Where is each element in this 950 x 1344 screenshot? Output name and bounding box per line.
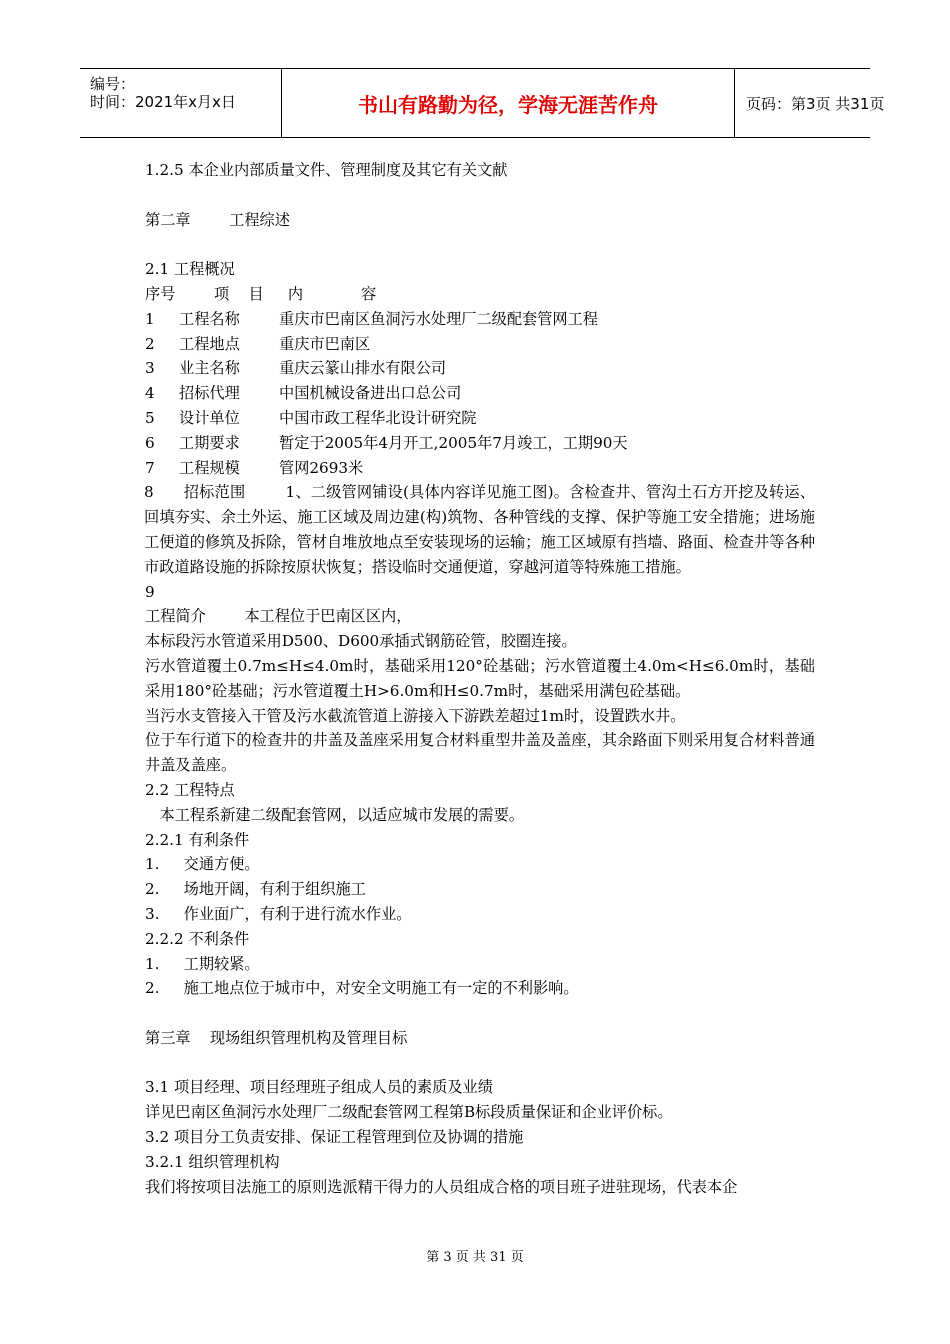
table-row [145,356,815,381]
row-8: 8 招标范围 1、二级管网铺设(具体内容详见施工图)。含检查井、管沟土石方开挖及转运、回填夯实、余土外运、施工区域及周边建(构)筑物、各种管线的支撑、保护等施工安全措施；进场施工便道的修筑及拆除，管材自堆放地点至安装现场的运输；施工区域原有挡墙、路面、检查井等各种市政道路设施的拆除按原状恢复；搭设临时交通便道，穿越河道等特殊施工措施。 [144,483,815,576]
advantage-2: 2. 场地开阔，有利于组织施工 [145,880,366,899]
row-content: 重庆云篆山排水有限公司 [279,359,447,378]
document-body [145,158,815,1199]
row-number: 7 [145,458,155,477]
section-2-2-1: 2.2.1 有利条件 [145,830,250,849]
table-row [145,406,815,431]
table-row [145,381,815,406]
row-9-number: 9 [145,582,155,601]
overview-rows [145,307,815,481]
para-drop-well: 当污水支管接入干管及污水截流管道上游接入下游跌差超过1m时，设置跌水井。 [145,706,686,725]
table-header: 序号 项 目 内 容 [145,284,377,303]
row-item: 业主名称 [179,359,240,378]
row-content: 中国市政工程华北设计研究院 [279,408,477,427]
para-pipe: 本标段污水管道采用D500、D600承插式钢筋砼管，胶圈连接。 [145,632,577,651]
header-meta [80,69,281,137]
header-time: 时间：2021年x月x日 [90,93,236,111]
row-number: 2 [145,334,155,353]
row-content: 重庆市巴南区 [279,334,371,353]
section-3-2: 3.2 项目分工负责安排、保证工程管理到位及协调的措施 [145,1128,524,1147]
para-feature: 本工程系新建二级配套管网，以适应城市发展的需要。 [145,805,524,824]
chapter-3-title: 第三章 现场组织管理机构及管理目标 [145,1028,408,1047]
section-3-2-1: 3.2.1 组织管理机构 [145,1152,280,1171]
disadvantage-1: 1. 工期较紧。 [145,954,260,973]
section-2-2-2: 2.2.2 不利条件 [145,929,250,948]
row-item: 工程名称 [179,309,240,328]
para-3-1: 详见巴南区鱼洞污水处理厂二级配套管网工程第B标段质量保证和企业评价标。 [145,1103,673,1122]
row-content: 中国机械设备进出口总公司 [279,384,462,403]
chapter-2-title: 第二章 工程综述 [145,210,290,229]
advantage-1: 1. 交通方便。 [145,855,260,874]
page-header [80,68,885,138]
row-content: 重庆市巴南区鱼洞污水处理厂二级配套管网工程 [279,309,598,328]
section-3-1: 3.1 项目经理、项目经理班子组成人员的素质及业绩 [145,1078,493,1097]
page-footer: 第 3 页 共 31 页 [426,1250,524,1265]
table-row [145,431,815,456]
row-content: 管网2693米 [279,458,364,477]
row-number: 5 [145,408,155,427]
section-1-2-5: 1.2.5 本企业内部质量文件、管理制度及其它有关文献 [145,161,508,179]
table-row [145,332,815,357]
disadvantage-2: 2. 施工地点位于城市中，对安全文明施工有一定的不利影响。 [145,979,579,998]
section-2-1: 2.1 工程概况 [145,260,235,279]
row-number: 4 [145,384,155,403]
row-number: 6 [145,433,155,452]
advantage-3: 3. 作业面广，有利于进行流水作业。 [145,904,412,923]
header-number: 编号： [90,75,136,93]
row-content: 暂定于2005年4月开工,2005年7月竣工，工期90天 [279,433,628,452]
row-number: 3 [145,359,155,378]
para-foundation: 污水管道覆土0.7m≤H≤4.0m时，基础采用120°砼基础；污水管道覆土4.0m<H≤6.0m时，基础采用180°砼基础；污水管道覆土H>6.0m和H≤0.7m时，基础采用满包砼基础。 [145,656,815,700]
para-3-2-1: 我们将按项目法施工的原则选派精干得力的人员组成合格的项目班子进驻现场，代表本企 [145,1177,738,1196]
row-9: 工程简介 本工程位于巴南区区内， [145,607,412,626]
row-number: 1 [145,309,155,328]
header-page-number: 页码：第3页 共31页 [746,94,885,113]
table-row [145,456,815,481]
para-manhole-cover: 位于车行道下的检查井的井盖及盖座采用复合材料重型井盖及盖座，其余路面下则采用复合材料普通井盖及盖座。 [145,731,815,775]
row-item: 设计单位 [179,408,240,427]
section-2-2: 2.2 工程特点 [145,780,235,799]
row-item: 招标代理 [179,384,240,403]
header-motto: 书山有路勤为径，学海无涯苦作舟 [281,69,735,137]
row-item: 工期要求 [179,433,240,452]
table-row [145,307,815,332]
row-item: 工程规模 [179,458,240,477]
row-item: 工程地点 [179,334,240,353]
